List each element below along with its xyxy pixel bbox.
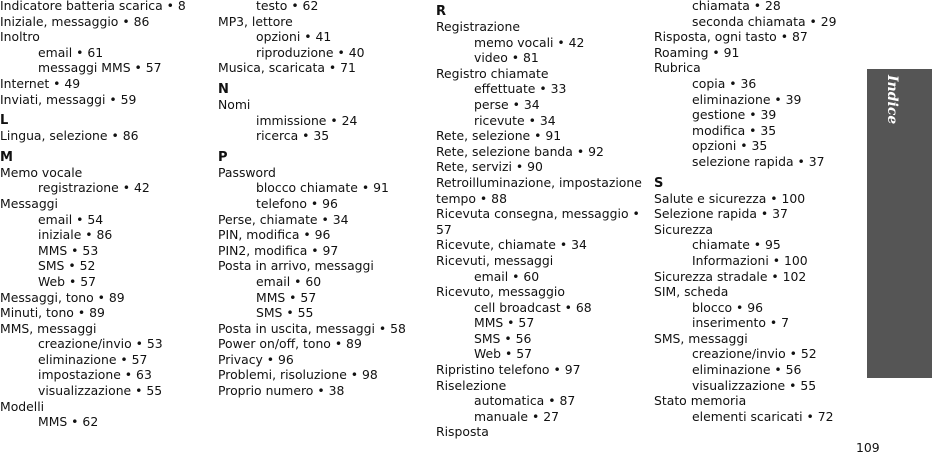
index-entry: Stato memoria (654, 393, 747, 409)
index-entry: Rete, selezione banda • 92 (436, 143, 604, 159)
index-entry: Minuti, tono • 89 (0, 305, 105, 321)
index-letter-heading: R (436, 4, 447, 19)
index-entry: Messaggi, tono • 89 (0, 289, 125, 305)
index-subentry: Web • 57 (474, 346, 532, 362)
index-entry: Messaggi (0, 195, 58, 211)
index-subentry: messaggi MMS • 57 (38, 60, 162, 76)
section-tab (867, 69, 932, 378)
index-entry: Riselezione (436, 377, 507, 393)
index-subentry: Informazioni • 100 (692, 252, 808, 268)
index-entry: Indicatore batteria scarica • 8 (0, 0, 186, 13)
index-entry: PIN2, modifica • 97 (218, 242, 339, 258)
index-subentry: automatica • 87 (474, 393, 576, 409)
index-entry: Ricevuti, messaggi (436, 252, 554, 268)
index-subentry: visualizzazione • 55 (38, 383, 163, 399)
index-subentry: iniziale • 86 (38, 227, 113, 243)
page-number: 109 (856, 440, 880, 455)
index-column-2 (218, 0, 432, 399)
index-entry: Rubrica (654, 60, 701, 76)
index-subentry: seconda chiamata • 29 (692, 13, 837, 29)
index-letter-heading: P (218, 149, 228, 165)
index-entry: Power on/off, tono • 89 (218, 336, 362, 352)
index-column-3 (436, 0, 646, 440)
index-subentry: MMS • 53 (38, 242, 99, 258)
index-entry: Posta in uscita, messaggi • 58 (218, 320, 406, 336)
index-entry: Rete, servizi • 90 (436, 159, 543, 175)
index-subentry: SMS • 52 (38, 258, 96, 274)
index-subentry: chiamata • 28 (692, 0, 781, 13)
index-entry: Salute e sicurezza • 100 (654, 190, 806, 206)
index-subentry: MMS • 62 (38, 414, 99, 430)
index-subentry: registrazione • 42 (38, 180, 150, 196)
section-tab-label: Indice (884, 75, 900, 125)
index-letter-heading: L (0, 113, 9, 129)
index-subentry: blocco • 96 (692, 299, 764, 315)
index-subentry: impostazione • 63 (38, 367, 152, 383)
index-subentry: elementi scaricati • 72 (692, 408, 834, 424)
index-letter-heading: M (0, 149, 13, 165)
index-subentry: MMS • 57 (474, 315, 535, 331)
index-entry: Memo vocale (0, 164, 83, 180)
index-subentry: immissione • 24 (256, 112, 358, 128)
index-subentry: gestione • 39 (692, 107, 777, 123)
index-entry: Iniziale, messaggio • 86 (0, 13, 150, 29)
index-subentry: Web • 57 (38, 273, 96, 289)
index-subentry: inserimento • 7 (692, 315, 789, 331)
index-subentry: opzioni • 35 (692, 138, 768, 154)
index-subentry: visualizzazione • 55 (692, 377, 817, 393)
index-subentry: perse • 34 (474, 96, 540, 112)
index-subentry: SMS • 55 (256, 305, 314, 321)
index-entry: Registro chiamate (436, 65, 549, 81)
index-letter-heading: S (654, 175, 664, 191)
index-subentry: email • 60 (256, 273, 322, 289)
index-subentry: testo • 62 (256, 0, 319, 13)
index-subentry: creazione/invio • 53 (38, 336, 163, 352)
index-entry: Ricevuto, messaggio (436, 284, 565, 300)
index-entry: Posta in arrivo, messaggi (218, 258, 374, 274)
index-subentry: blocco chiamate • 91 (256, 180, 389, 196)
index-subentry: creazione/invio • 52 (692, 346, 817, 362)
index-subentry: ricerca • 35 (256, 128, 330, 144)
index-entry: PIN, modifica • 96 (218, 227, 331, 243)
index-entry: Perse, chiamate • 34 (218, 211, 349, 227)
index-subentry: eliminazione • 56 (692, 362, 802, 378)
index-entry: Inviati, messaggi • 59 (0, 91, 137, 107)
index-subentry: chiamate • 95 (692, 237, 781, 253)
index-subentry: opzioni • 41 (256, 29, 332, 45)
index-subentry: copia • 36 (692, 75, 757, 91)
index-entry: MP3, lettore (218, 13, 293, 29)
index-subentry: email • 60 (474, 268, 540, 284)
index-subentry: eliminazione • 39 (692, 91, 802, 107)
index-entry: MMS, messaggi (0, 320, 97, 336)
index-subentry: modifica • 35 (692, 122, 777, 138)
index-subentry: effettuate • 33 (474, 81, 567, 97)
index-subentry: eliminazione • 57 (38, 351, 148, 367)
index-entry: Inoltro (0, 29, 40, 45)
index-subentry: riproduzione • 40 (256, 44, 365, 60)
index-entry: Ripristino telefono • 97 (436, 362, 581, 378)
index-entry: SMS, messaggi (654, 330, 748, 346)
index-subentry: telefono • 96 (256, 195, 338, 211)
index-entry: Risposta (436, 424, 489, 440)
index-entry: Risposta, ogni tasto • 87 (654, 29, 808, 45)
index-subentry: cell broadcast • 68 (474, 299, 592, 315)
index-subentry: email • 54 (38, 211, 104, 227)
index-subentry: video • 81 (474, 50, 539, 66)
index-letter-heading: N (218, 81, 229, 97)
index-entry: Modelli (0, 398, 45, 414)
index-column-4 (654, 0, 868, 424)
index-entry: Ricevuta consegna, messaggio • 57 (436, 206, 640, 237)
index-entry: Registrazione (436, 19, 520, 34)
index-entry: Internet • 49 (0, 75, 81, 91)
index-subentry: ricevute • 34 (474, 112, 556, 128)
index-column-1 (0, 0, 214, 430)
index-subentry: manuale • 27 (474, 408, 559, 424)
index-entry: SIM, scheda (654, 284, 729, 300)
index-entry: Musica, scaricata • 71 (218, 60, 356, 76)
index-subentry: memo vocali • 42 (474, 34, 585, 50)
index-subentry: selezione rapida • 37 (692, 153, 825, 169)
index-entry: Sicurezza stradale • 102 (654, 268, 807, 284)
index-entry: Problemi, risoluzione • 98 (218, 367, 378, 383)
index-entry: Privacy • 96 (218, 351, 294, 367)
index-entry: Lingua, selezione • 86 (0, 128, 139, 144)
index-subentry: SMS • 56 (474, 330, 532, 346)
index-entry: Password (218, 164, 276, 180)
index-subentry: MMS • 57 (256, 289, 317, 305)
index-entry: Nomi (218, 96, 251, 112)
index-entry: Proprio numero • 38 (218, 383, 345, 399)
index-entry: Rete, selezione • 91 (436, 128, 562, 144)
index-entry: Selezione rapida • 37 (654, 206, 788, 222)
index-entry: Ricevute, chiamate • 34 (436, 237, 587, 253)
index-entry: Retroilluminazione, impostazione tempo • 88 (436, 174, 642, 206)
index-subentry: email • 61 (38, 44, 104, 60)
index-entry: Roaming • 91 (654, 44, 740, 60)
index-entry: Sicurezza (654, 221, 714, 237)
